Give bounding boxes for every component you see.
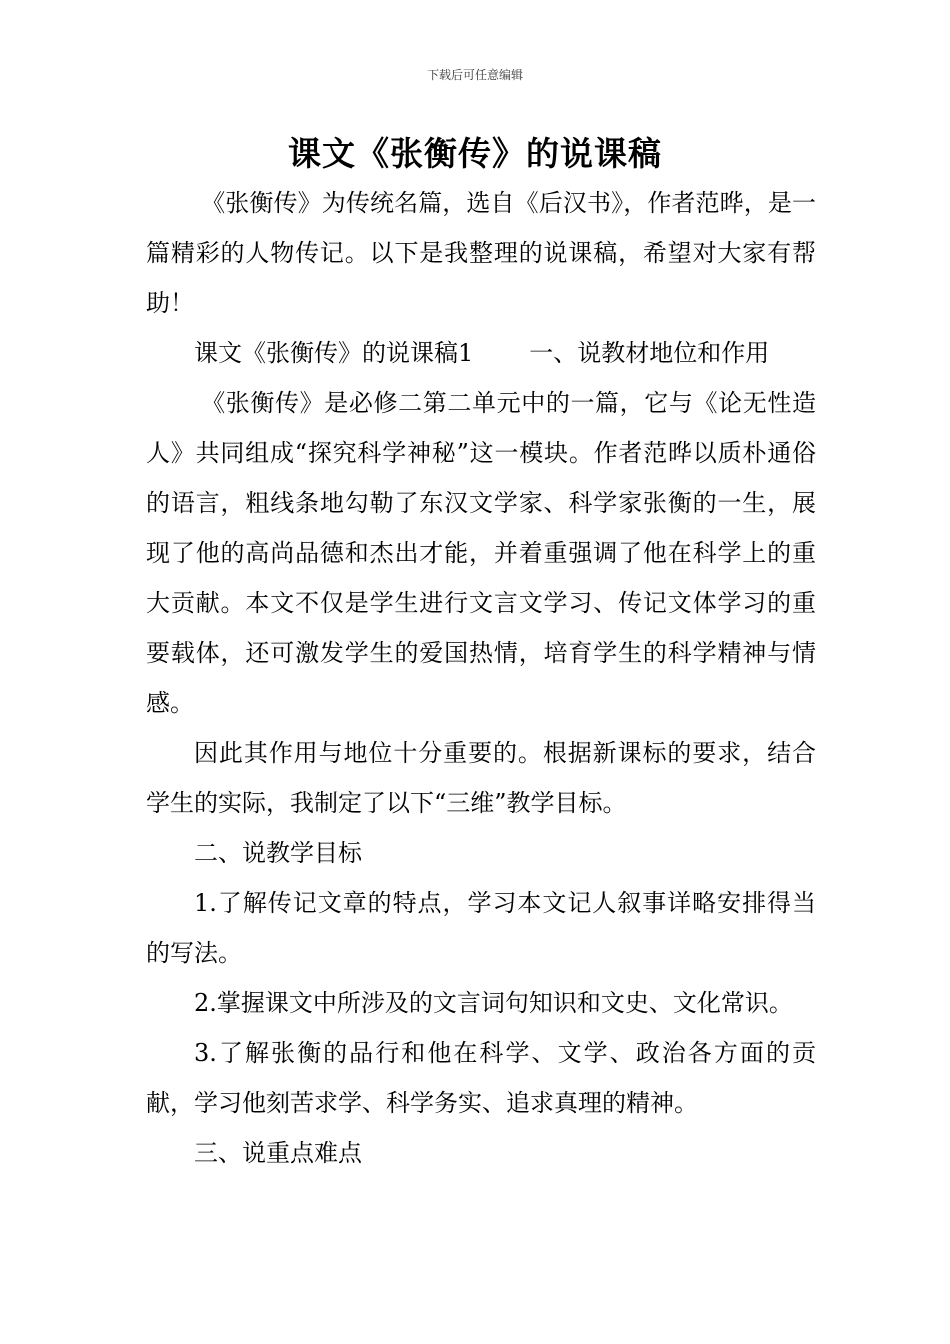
paragraph-role: 《张衡传》是必修二第二单元中的一篇，它与《论无性造人》共同组成“探究科学神秘”这一模块。作者范晔以质朴通俗的语言，粗线条地勾勒了东汉文学家、科学家张衡的一生，展现了他的高尚品德和杰出才能，并着重强调了他在科学上的重大贡献。本文不仅是学生进行文言文学习、传记文体学习的重要载体，还可激发学生的爱国热情，培育学生的科学精神与情感。 <box>146 389 816 717</box>
goal-item-2: 2.掌握课文中所涉及的文言词句知识和文史、文化常识。 <box>194 989 793 1017</box>
page-header-note: 下载后可任意编辑 <box>426 68 523 82</box>
section-heading-title: 课文《张衡传》的说课稿1 <box>194 339 474 367</box>
section-heading-subtitle: 一、说教材地位和作用 <box>529 339 770 367</box>
heading-teaching-goals: 二、说教学目标 <box>194 839 362 867</box>
section-heading <box>146 328 816 378</box>
paragraph-goals-intro: 因此其作用与地位十分重要的。根据新课标的要求，结合学生的实际，我制定了以下“三维”教学目标。 <box>146 739 816 817</box>
intro-paragraph: 《张衡传》为传统名篇，选自《后汉书》，作者范晔，是一篇精彩的人物传记。以下是我整理的说课稿，希望对大家有帮助！ <box>146 189 816 317</box>
document-title: 课文《张衡传》的说课稿 <box>288 134 662 173</box>
document-body <box>146 178 816 1178</box>
goal-item-1: 1.了解传记文章的特点，学习本文记人叙事详略安排得当的写法。 <box>146 889 816 967</box>
heading-key-points: 三、说重点难点 <box>194 1139 362 1167</box>
goal-item-3: 3.了解张衡的品行和他在科学、文学、政治各方面的贡献，学习他刻苦求学、科学务实、追求真理的精神。 <box>146 1039 816 1117</box>
